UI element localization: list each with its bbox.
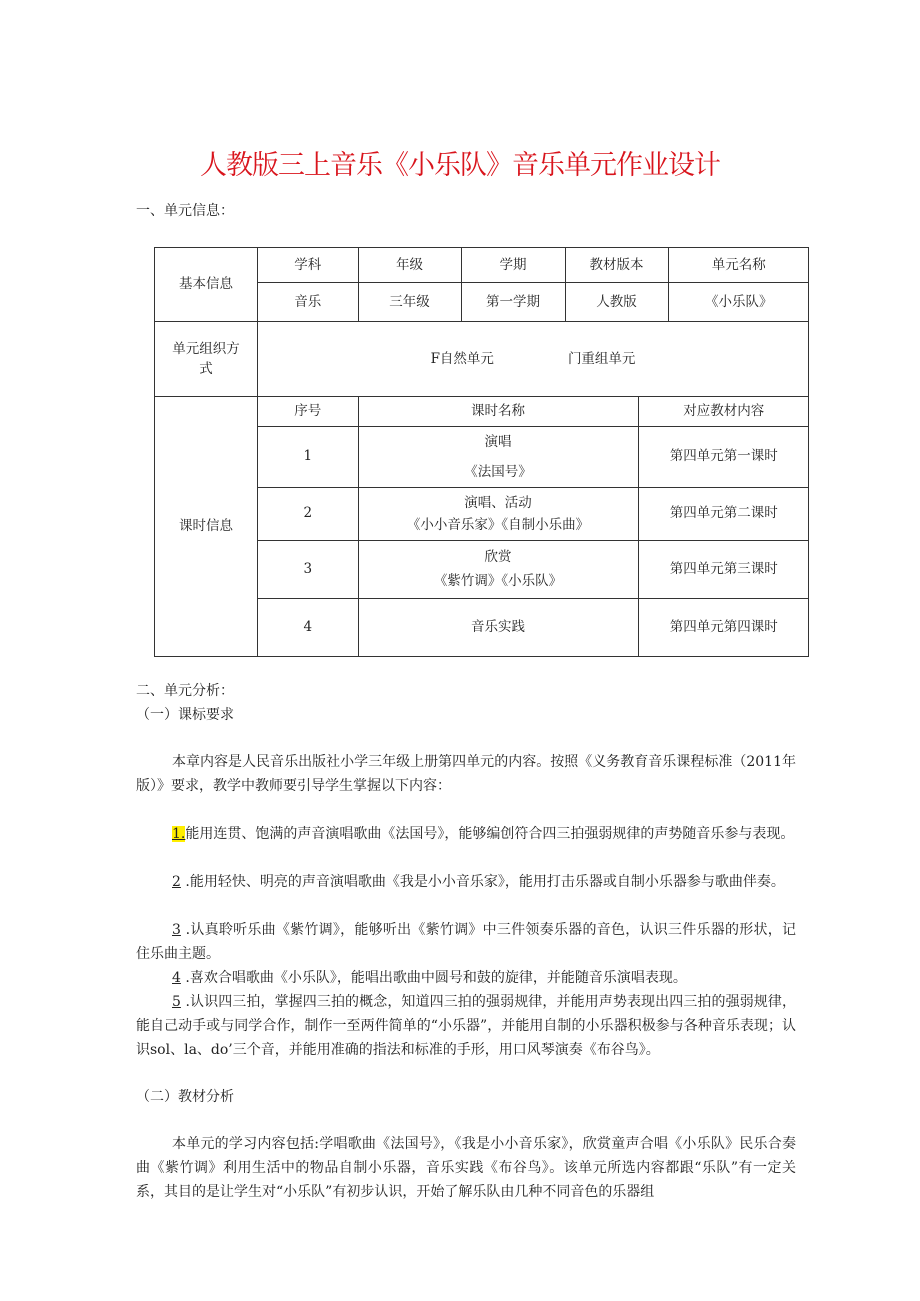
lesson-content: 第四单元第二课时 xyxy=(638,487,809,540)
lesson-type: 演唱、活动 xyxy=(464,494,532,511)
table-row xyxy=(258,487,809,540)
table-row xyxy=(258,426,809,487)
item-text: .能用轻快、明亮的声音演唱歌曲《我是小小音乐家》，能用打击乐器或自制小乐器参与歌曲伴奏。 xyxy=(180,874,785,890)
unit-info-table xyxy=(154,247,809,657)
basic-info-grid xyxy=(258,248,809,321)
lesson-type: 演唱 xyxy=(484,433,512,450)
lesson-content: 第四单元第四课时 xyxy=(638,598,809,656)
item-text: 能用连贯、饱满的声音演唱歌曲《法国号》，能够编创符合四三拍强弱规律的声势随音乐参与表现。 xyxy=(185,826,795,842)
lesson-title: 《小小音乐家》《自制小乐曲》 xyxy=(406,516,590,533)
value-subject: 音乐 xyxy=(258,282,358,321)
list-item xyxy=(136,918,796,966)
list-item xyxy=(136,822,796,846)
lesson-title: 《法国号》 xyxy=(464,463,532,480)
analysis-paragraph: 本单元的学习内容包括:学唱歌曲《法国号》，《我是小小音乐家》，欣赏童声合唱《小乐队》民乐合奏曲《紫竹调》利用生活中的物品自制小乐器，音乐实践《布谷鸟》。该单元所选内容都跟“乐队”有一定关系，其目的是让学生对“小乐队”有初步认识，开始了解乐队由几种不同音色的乐器组 xyxy=(136,1136,796,1200)
item-number: 3 xyxy=(172,922,181,938)
header-grade: 年级 xyxy=(358,248,461,282)
section-heading-unit-analysis: 二、单元分析： xyxy=(136,683,234,699)
table-row xyxy=(258,598,809,656)
table-row xyxy=(258,540,809,598)
header-lesson-name: 课时名称 xyxy=(358,397,638,426)
lesson-no: 1 xyxy=(258,426,358,487)
subheading-curriculum-standard: （一）课标要求 xyxy=(136,707,234,723)
value-grade: 三年级 xyxy=(358,282,461,321)
org-option-natural: F自然单元 xyxy=(430,350,494,367)
lessons-label: 课时信息 xyxy=(155,397,258,657)
header-subject: 学科 xyxy=(258,248,358,282)
item-text: .认真聆听乐曲《紫竹调》，能够听出《紫竹调》中三件领奏乐器的音色，认识三件乐器的形状，记住乐曲主题。 xyxy=(136,922,796,962)
list-item xyxy=(136,990,796,1062)
list-item xyxy=(136,966,796,990)
page-title: 人教版三上音乐《小乐队》音乐单元作业设计 xyxy=(200,150,720,181)
header-no: 序号 xyxy=(258,397,358,426)
section-heading-unit-info: 一、单元信息： xyxy=(136,203,234,219)
item-text: .喜欢合唱歌曲《小乐队》，能唱出歌曲中圆号和鼓的旋律，并能随音乐演唱表现。 xyxy=(180,970,687,986)
subheading-textbook-analysis: （二）教材分析 xyxy=(136,1089,234,1105)
lesson-type: 欣赏 xyxy=(484,549,512,565)
header-edition: 教材版本 xyxy=(565,248,668,282)
basic-info-label: 基本信息 xyxy=(155,248,258,322)
org-label: 单元组织方式 xyxy=(155,322,258,397)
value-unit-name: 《小乐队》 xyxy=(668,282,809,321)
item-number: 4 xyxy=(172,970,181,986)
lesson-no: 2 xyxy=(258,487,358,540)
header-term: 学期 xyxy=(461,248,565,282)
header-unit-name: 单元名称 xyxy=(668,248,809,282)
header-content: 对应教材内容 xyxy=(638,397,809,426)
item-number: 5 xyxy=(172,994,181,1010)
value-edition: 人教版 xyxy=(565,282,668,321)
item-number: 2 xyxy=(172,874,181,890)
lessons-grid xyxy=(258,397,809,656)
lesson-title: 《紫竹调》《小乐队》 xyxy=(433,573,563,589)
item-text: .认识四三拍，掌握四三拍的概念，知道四三拍的强弱规律，并能用声势表现出四三拍的强弱规律，能自己动手或与同学合作，制作一至两件简单的“小乐器”，并能用自制的小乐器积极参与各种音乐表现；认识sol、la、do’三个音，并能用准确的指法和标准的手形，用口风琴演奏《布谷鸟》。 xyxy=(136,994,796,1058)
value-term: 第一学期 xyxy=(461,282,565,321)
item-number: 1. xyxy=(172,826,186,842)
lesson-title: 音乐实践 xyxy=(358,598,638,656)
org-option-restructured: 门重组单元 xyxy=(567,350,636,367)
list-item xyxy=(136,870,796,894)
lesson-no: 3 xyxy=(258,540,358,598)
intro-paragraph: 本章内容是人民音乐出版社小学三年级上册第四单元的内容。按照《义务教育音乐课程标准（2011年版）》要求，教学中教师要引导学生掌握以下内容： xyxy=(136,754,796,794)
lesson-no: 4 xyxy=(258,598,358,656)
lesson-content: 第四单元第一课时 xyxy=(638,426,809,487)
org-options xyxy=(258,322,809,397)
lesson-content: 第四单元第三课时 xyxy=(638,540,809,598)
